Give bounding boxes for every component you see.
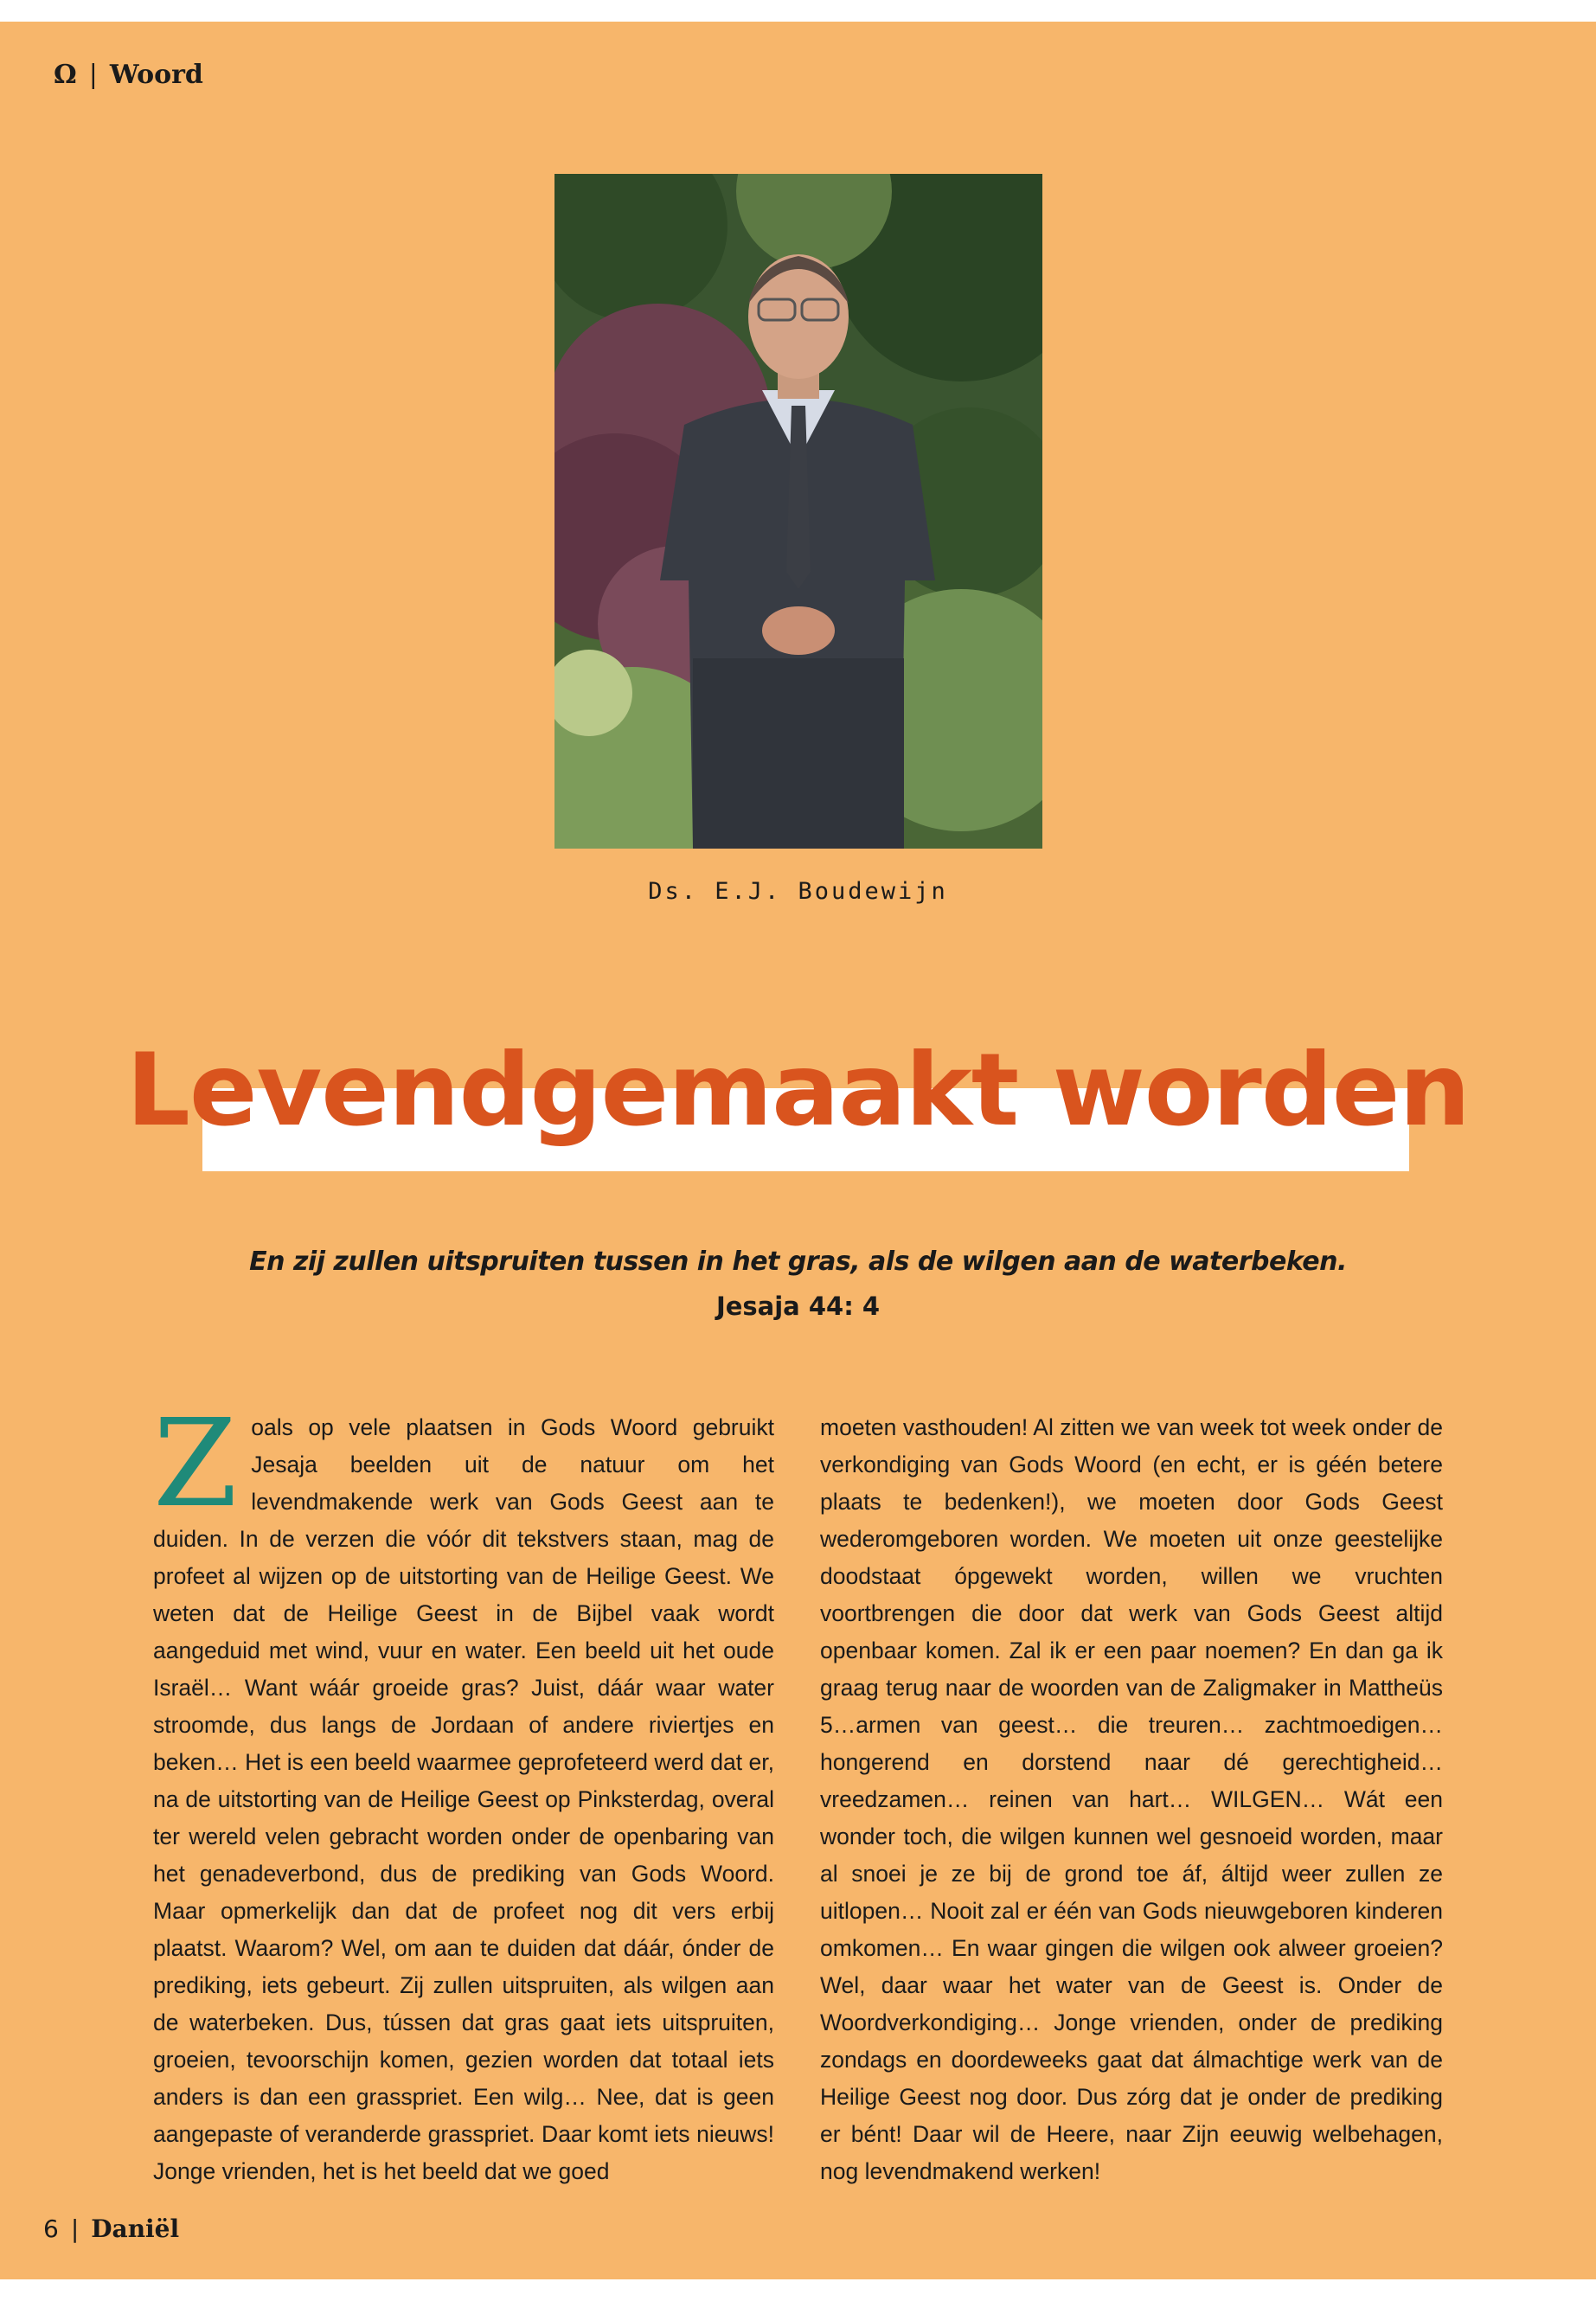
header-separator: | xyxy=(88,60,98,90)
scripture-quote: En zij zullen uitspruiten tussen in het gras, als de wilgen aan de waterbeken. xyxy=(249,1247,1347,1277)
scripture-reference: Jesaja 44: 4 xyxy=(715,1292,881,1321)
magazine-page xyxy=(0,22,1596,2279)
article-column-right xyxy=(820,1409,1443,2190)
page-footer xyxy=(43,2214,179,2243)
article-column-left xyxy=(153,1394,774,2190)
column-right-text: moeten vasthouden! Al zitten we van week tot week onder de verkondiging van Gods Woord (en echt, er is géén betere plaats te bedenken!), we moeten door Gods Geest wederomgeboren worden. We moeten uit onze geestelijke doodstaat ópgewekt worden, willen we vruchten voortbrengen die door dat werk van Gods Geest altijd openbaar komen. Zal ik er een paar noemen? En dan ga ik graag terug naar de woorden van de Zaligmaker in Mattheüs 5…armen van geest… die treuren… zachtmoedigen… hongerend en dorstend naar dé gerechtigheid… vreedzamen… reinen van hart… WILGEN… Wát een wonder toch, die wilgen kunnen wel gesnoeid worden, maar al snoei je ze bij de grond toe áf, áltijd weer zullen ze uitlopen… Nooit zal er één van Gods nieuwgeboren kinderen omkomen… En waar gingen die wilgen ook alweer groeien? Wel, daar waar het water van de Geest is. Onder de Woordverkondiging… Jonge vrienden, onder de prediking zondags en doordeweeks gaat dat álmachtige werk van de Heilige Geest nog door. Dus zórg dat je onder de prediking er bént! Daar wil de Heere, naar Zijn eeuwig welbehagen, nog levendmakend werken! xyxy=(820,1414,1443,2184)
page-number: 6 xyxy=(43,2214,59,2243)
column-left-text: oals op vele plaatsen in Gods Woord gebruikt Jesaja beelden uit de natuur om het levendmakende werk van Gods Geest aan te duiden. In de verzen die vóór dit tekstvers staan, mag de profeet al wijzen op de uitstorting van de Heilige Geest. We weten dat de Heilige Geest in de Bijbel vaak wordt aangeduid met wind, vuur en water. Een beeld uit het oude Israël… Want wáár groeide gras? Juist, dáár waar water stroomde, dus langs de Jordaan of andere riviertjes en beken… Het is een beeld waarmee geprofeteerd werd dat er, na de uitstorting van de Heilige Geest op Pinksterdag, overal ter wereld velen gebracht worden onder de openbaring van het genadeverbond, dus de prediking van Gods Woord. Maar opmerkelijk dan dat de profeet nog dit vers erbij plaatst. Waarom? Wel, om aan te duiden dat dáár, ónder de prediking, iets gebeurt. Zij zullen uitspruiten, als wilgen aan de waterbeken. Dus, tússen dat gras gaat iets uitspruiten, groeien, tevoorschijn komen, gezien worden dat totaal iets anders is dan een grasspriet. Een wilg… Nee, dat is geen aangepaste of veranderde grasspriet. Daar komt iets nieuws! Jonge vrienden, het is het beeld dat we goed xyxy=(153,1414,774,2184)
article-title: Levendgemaakt worden xyxy=(126,1032,1470,1149)
footer-separator: | xyxy=(70,2214,80,2243)
section-header xyxy=(54,60,203,90)
portrait-illustration xyxy=(554,174,1042,849)
portrait-photo xyxy=(554,174,1042,849)
omega-icon: Ω xyxy=(54,60,77,90)
magazine-name: Daniël xyxy=(91,2214,180,2243)
photo-caption: Ds. E.J. Boudewijn xyxy=(648,878,948,905)
section-label: Woord xyxy=(109,60,203,90)
drop-cap: Z xyxy=(153,1394,238,1535)
